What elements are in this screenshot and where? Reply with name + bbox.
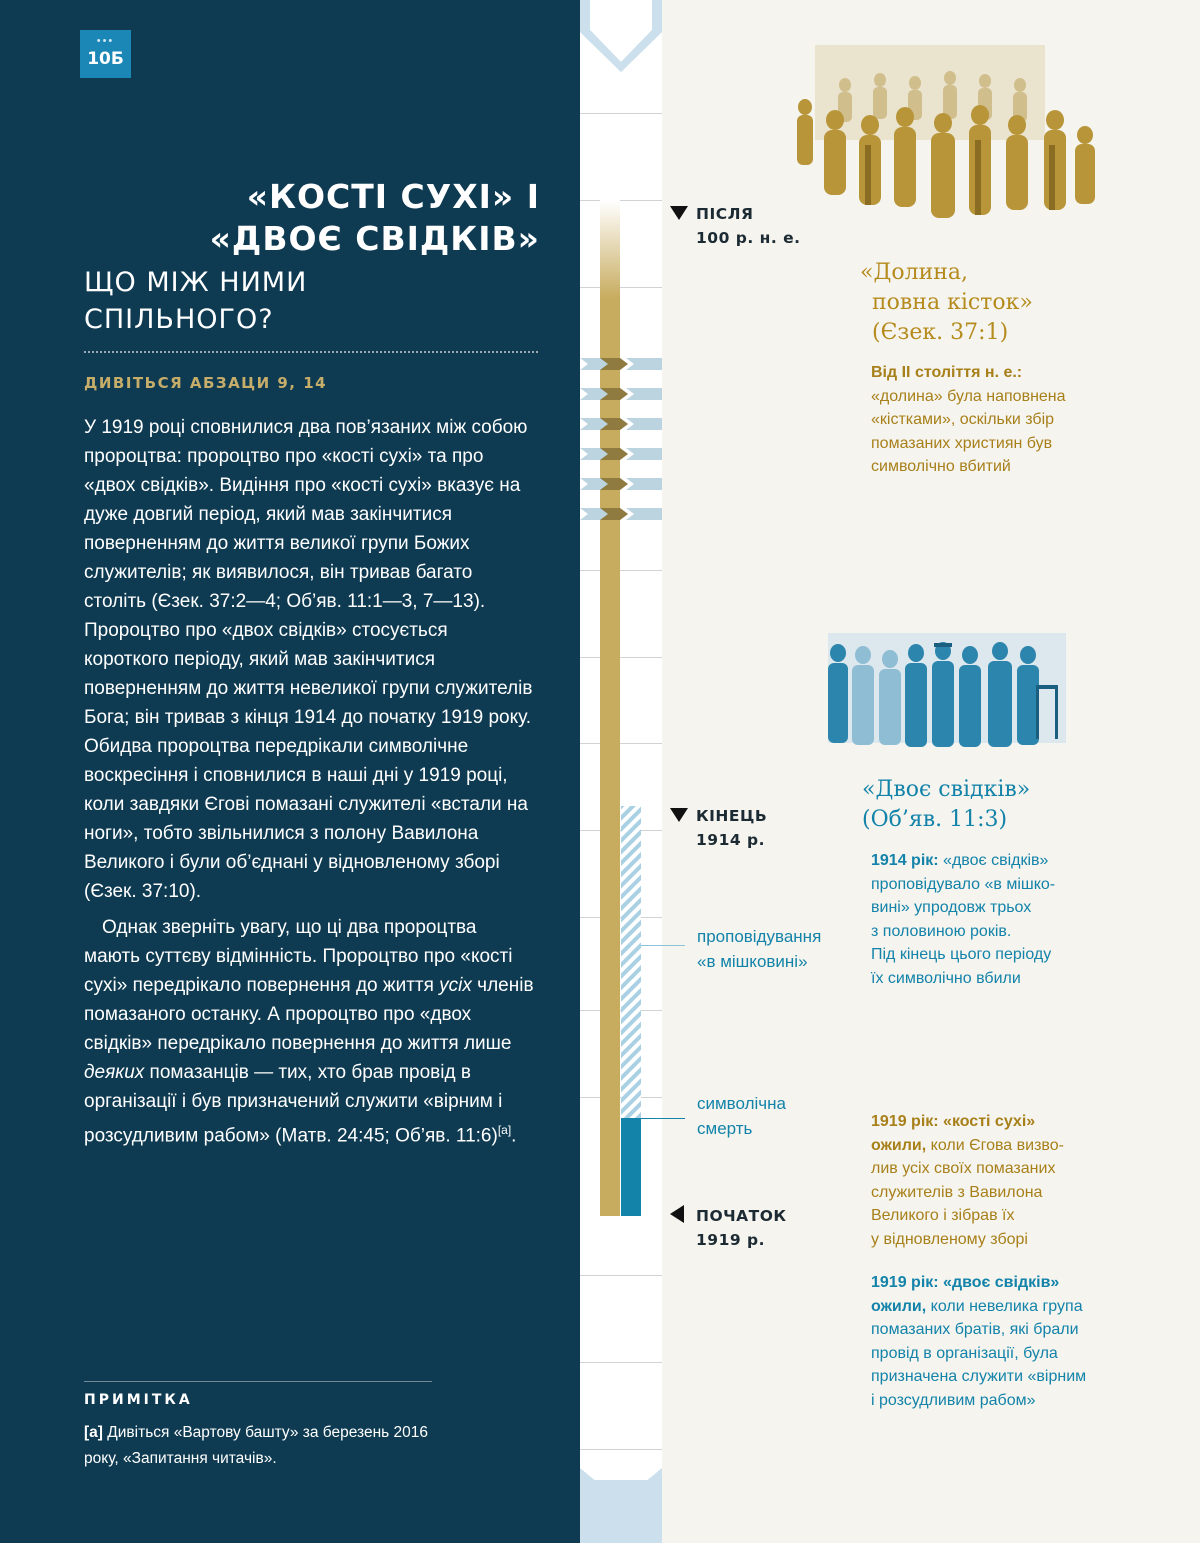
witnesses-revived-first: коли невелика група [926, 1297, 1083, 1315]
badge-dots: ••• [96, 35, 115, 47]
witnesses-heading-line-2: (Об’яв. 11:3) [862, 807, 1008, 832]
death-label [697, 1091, 786, 1141]
end-label-line-2: 1914 р. [696, 831, 766, 849]
witnesses-description [871, 849, 1055, 990]
after-label-line-1: ПІСЛЯ [696, 205, 754, 223]
death-label-line-1: символічна [697, 1094, 787, 1113]
witnesses-revived-line: помазаних братів, які брали [871, 1321, 1079, 1338]
paragraph-1: У 1919 році сповнилися два пов’язаних між собою пророцтва: пророцтво про «кості сухі» та про «двох свідків». Видіння про «кості сухі» вказує на дуже довгий період, який мав закінчитися поверненням до життя великої групи Божих служителів; як виявилося, він тривав багато століть (Єзек. 37:2—4; Об’яв. 11:1—3, 7—13). Пророцтво про «двох свідків» стосується короткого періоду, який мав закінчитися поверненням до життя невеликої групи служителів Бога; він тривав з кінця 1914 до початку 1919 року. Обидва пророцтва передрікали символічне воскресіння і сповнилися в наші дні у 1919 році, коли завдяки Єгові помазані служителі «встали на ноги», тобто звільнилися з полону Вавилона Великого і були об’єднані у відновленому зборі (Єзек. 37:10). [84, 417, 533, 902]
witnesses-desc-line: проповідувало «в мішко- [871, 875, 1056, 893]
bones-revived-text [871, 1110, 1064, 1251]
after-100-label [670, 202, 801, 250]
witnesses-revived-bold: 1919 рік: «двоє свідків» [871, 1274, 1060, 1291]
bones-revived-line: у відновленому зборі [871, 1230, 1028, 1248]
page-badge [80, 30, 131, 78]
sackcloth-hatched-bar [621, 806, 641, 1118]
footnote [84, 1420, 444, 1472]
page-number: 10Б [87, 49, 124, 69]
bones-heading-line-2: повна кісток» [872, 290, 1033, 315]
bones-heading-line-1: «Долина, [860, 260, 969, 285]
timeline-bars [580, 200, 662, 1220]
top-chevron-icon [580, 0, 662, 74]
sackcloth-label [697, 924, 821, 974]
death-label-line-2: смерть [697, 1119, 753, 1138]
footnote-text: Дивіться «Вартову башту» за березень 2016 року, «Запитання читачів». [84, 1424, 429, 1467]
end-1914-label [670, 804, 767, 852]
bones-revived-line: лив усіх своїх помазаних [871, 1160, 1056, 1177]
crowd-illustration [785, 45, 1105, 245]
time-break-chevrons [580, 356, 662, 526]
brothers-illustration [828, 633, 1066, 751]
see-paragraphs: ДИВІТЬСЯ АБЗАЦИ 9, 14 [84, 374, 328, 392]
witnesses-desc-bold: 1914 рік: [871, 852, 939, 869]
bones-description [871, 361, 1066, 479]
emphasis-some: деяких [84, 1062, 145, 1083]
page-title [60, 176, 540, 260]
tick-line [580, 1362, 662, 1363]
witnesses-revived-line: провід в організації, була [871, 1344, 1058, 1362]
bones-desc-line: «долина» була наповнена [871, 387, 1066, 405]
sackcloth-label-line-1: проповідування [697, 927, 822, 946]
symbolic-death-bar [621, 1118, 641, 1216]
subtitle-line-1: ЩО МІЖ НИМИ [84, 267, 308, 298]
start-1919-label [670, 1204, 787, 1252]
title-line-1: «КОСТІ СУХІ» І [246, 177, 540, 216]
start-label-line-2: 1919 р. [696, 1231, 766, 1249]
bones-desc-line: символічно вбитий [871, 458, 1011, 475]
witnesses-revived-line: і розсудливим рабом» [871, 1391, 1036, 1409]
paragraph-2 [84, 913, 534, 1150]
start-label-line-1: ПОЧАТОК [696, 1207, 787, 1225]
bones-revived-bold: 1919 рік: «кості сухі» [871, 1113, 1036, 1130]
paragraph-2-end: . [511, 1125, 517, 1147]
note-divider [84, 1381, 432, 1382]
triangle-down-icon [670, 206, 688, 220]
bones-heading-line-3: (Єзек. 37:1) [872, 320, 1009, 345]
paragraph-2-part-a: Однак зверніть увагу, що ці два пророцтва мають суттєву відмінність. Пророцтво про «кості сухі» передрікало повернення до життя [84, 917, 513, 996]
end-label-line-1: КІНЕЦЬ [696, 807, 768, 825]
article-body [84, 413, 534, 1157]
bones-desc-line: «кістками», оскільки збір [871, 411, 1055, 428]
dotted-divider [84, 351, 538, 353]
after-label-line-2: 100 р. н. е. [696, 229, 801, 247]
bones-desc-line: помазаних християн був [871, 434, 1053, 452]
footnote-ref-link[interactable]: [а] [497, 1123, 512, 1137]
witnesses-desc-line: вині» упродовж трьох [871, 899, 1032, 916]
triangle-left-icon [670, 1205, 684, 1223]
sackcloth-connector [641, 945, 685, 946]
tick-line [580, 1449, 662, 1450]
emphasis-all: усіх [439, 975, 472, 996]
sackcloth-label-line-2: «в мішковині» [697, 952, 808, 971]
tick-line [580, 113, 662, 114]
footnote-marker: [а] [84, 1424, 103, 1441]
page-subtitle [84, 264, 384, 338]
bones-revived-line: Великого і зібрав їх [871, 1207, 1015, 1224]
paragraph-2-part-c: помазанців — тих, хто брав провід в організації і був призначений служити «вірним і розсудливим рабом» (Матв. 24:45; Об’яв. 11:6) [84, 1062, 503, 1147]
witnesses-revived-bold-2: ожили, [871, 1297, 927, 1315]
bones-revived-bold-2: ожили, [871, 1136, 927, 1154]
triangle-down-icon [670, 808, 688, 822]
witnesses-revived-text [871, 1271, 1086, 1412]
note-heading: ПРИМІТКА [84, 1392, 193, 1408]
article-panel [0, 0, 580, 1543]
witnesses-desc-line: Під кінець цього періоду [871, 946, 1052, 963]
witnesses-heading-line-1: «Двоє свідків» [862, 777, 1031, 802]
title-line-2: «ДВОЄ СВІДКІВ» [209, 219, 540, 258]
witnesses-desc-first: «двоє свідків» [938, 852, 1049, 869]
paragraph-2-part-b: членів помазаного останку. А пророцтво про «двох свідків» передрікало повернення до життя лише [84, 975, 534, 1054]
bones-revived-first: коли Єгова визво- [926, 1136, 1064, 1154]
bones-heading [860, 258, 1033, 348]
subtitle-line-2: СПІЛЬНОГО? [84, 304, 274, 335]
witnesses-heading [862, 775, 1030, 835]
bones-revived-line: служителів з Вавилона [871, 1183, 1043, 1201]
witnesses-desc-line: з половиною років. [871, 922, 1012, 940]
witnesses-desc-line: їх символічно вбили [871, 969, 1021, 987]
tick-line [580, 1275, 662, 1276]
witnesses-revived-line: призначена служити «вірним [871, 1368, 1087, 1385]
death-connector [641, 1118, 685, 1119]
fade-in-segment [600, 200, 620, 310]
bottom-chevron-icon [580, 1468, 662, 1543]
bones-desc-bold: Від II століття н. е.: [871, 364, 1023, 381]
